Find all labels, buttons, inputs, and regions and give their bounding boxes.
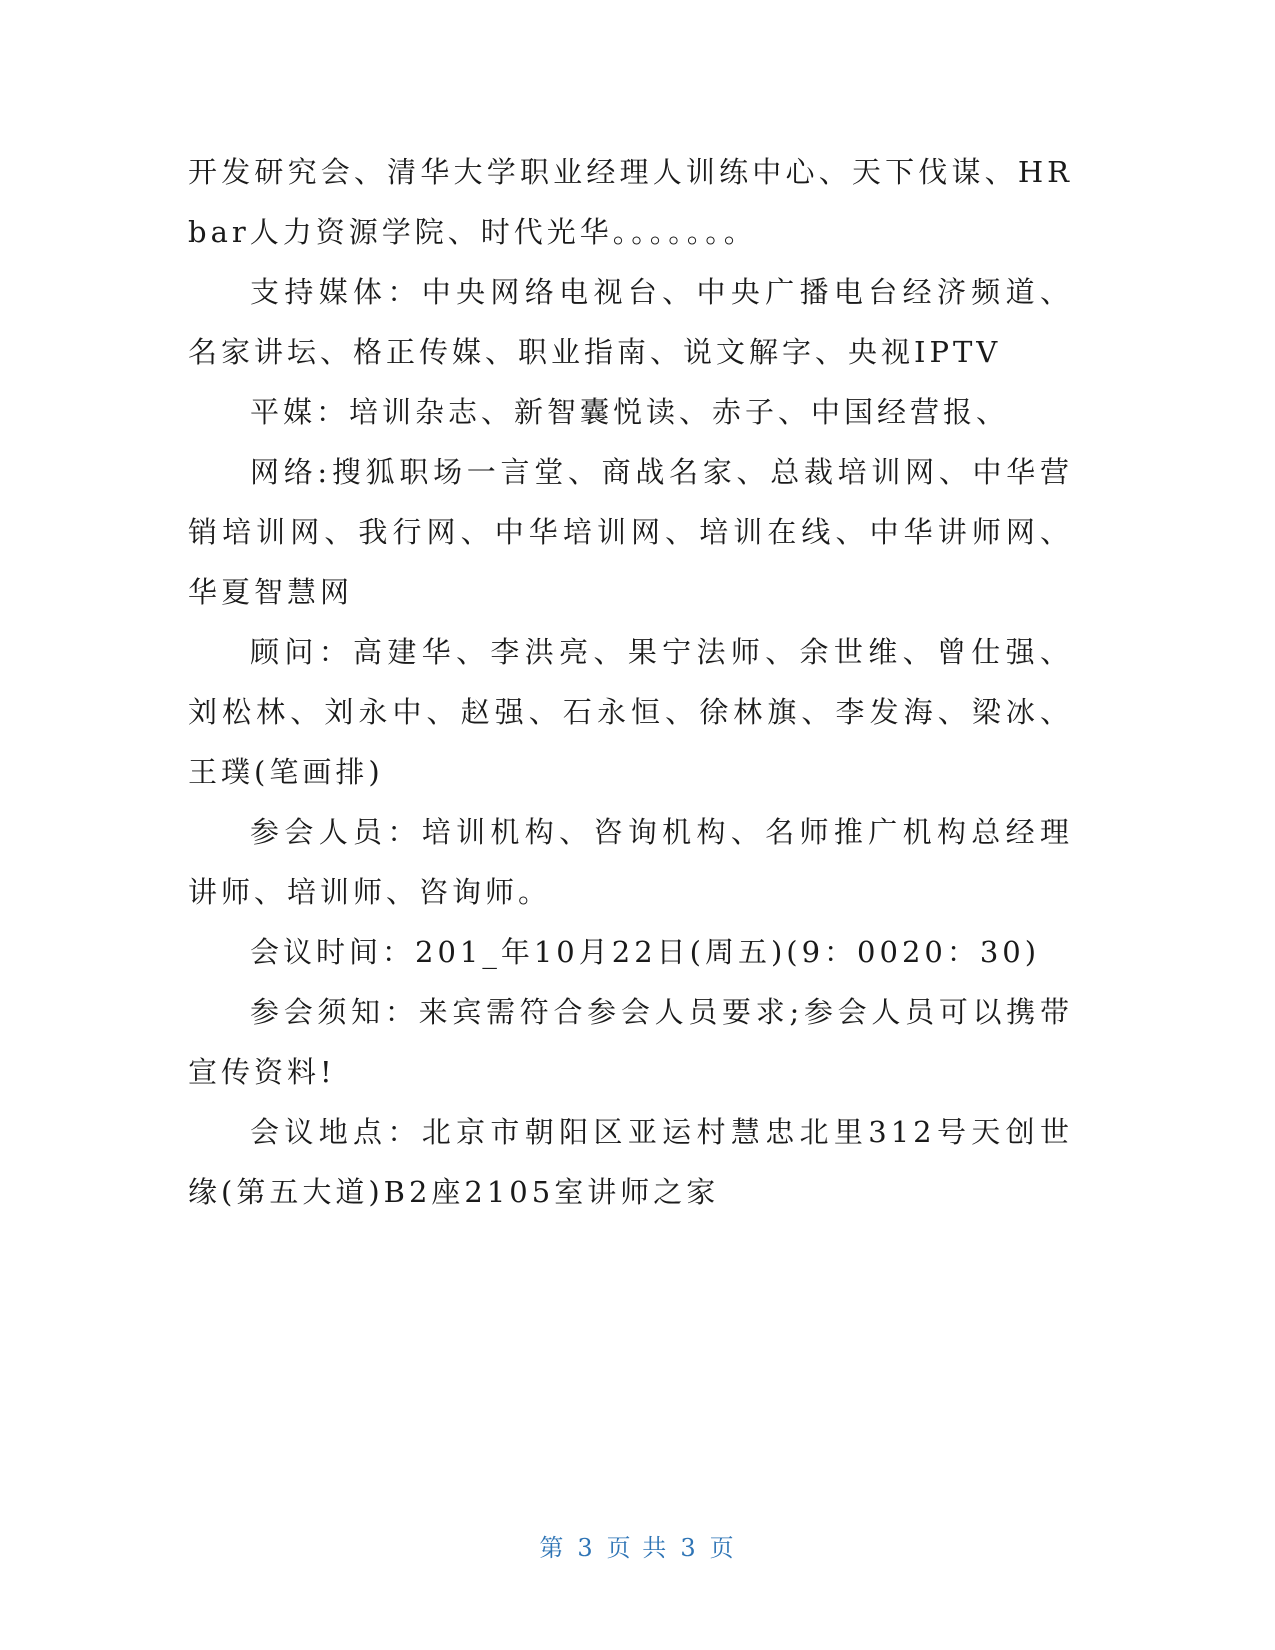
- footer-suffix: 页: [709, 1534, 736, 1562]
- footer-total-pages: 3: [680, 1534, 698, 1562]
- paragraph: 会议地点：北京市朝阳区亚运村慧忠北里312号天创世缘(第五大道)B2座2105室讲师之家: [188, 1115, 1073, 1209]
- document-body: [188, 142, 1073, 1222]
- paragraph: 网络:搜狐职场一言堂、商战名家、总裁培训网、中华营销培训网、我行网、中华培训网、培训在线、中华讲师网、华夏智慧网: [188, 455, 1073, 609]
- footer-middle: 页 共: [606, 1534, 669, 1562]
- paragraph: 开发研究会、清华大学职业经理人训练中心、天下伐谋、HRbar人力资源学院、时代光华。。。。。。。: [188, 155, 1073, 249]
- page-footer: [0, 1528, 1275, 1563]
- footer-prefix: 第: [539, 1534, 566, 1562]
- paragraph: 顾问：高建华、李洪亮、果宁法师、余世维、曾仕强、刘松林、刘永中、赵强、石永恒、徐林旗、李发海、梁冰、王璞(笔画排): [188, 635, 1073, 789]
- paragraph: 会议时间：201_年10月22日(周五)(9：0020：30): [250, 935, 1041, 969]
- paragraph: 平媒：培训杂志、新智囊悦读、赤子、中国经营报、: [250, 395, 1010, 429]
- paragraph: 参会人员：培训机构、咨询机构、名师推广机构总经理讲师、培训师、咨询师。: [188, 815, 1073, 909]
- footer-current-page: 3: [577, 1534, 595, 1562]
- paragraph: 支持媒体：中央网络电视台、中央广播电台经济频道、名家讲坛、格正传媒、职业指南、说文解字、央视IPTV: [188, 275, 1073, 369]
- paragraph: 参会须知：来宾需符合参会人员要求;参会人员可以携带宣传资料!: [188, 995, 1073, 1089]
